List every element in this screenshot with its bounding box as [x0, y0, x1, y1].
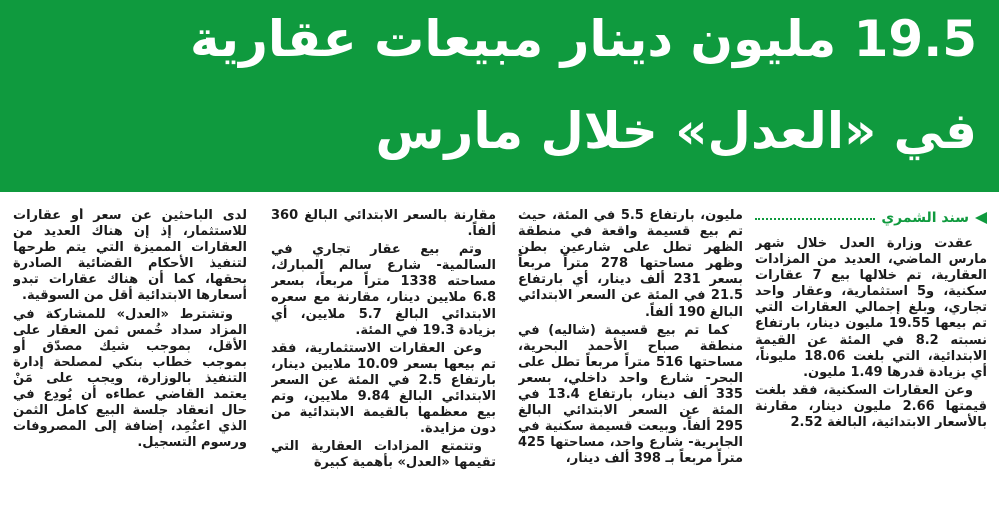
byline-author: سند الشمري — [881, 209, 969, 226]
paragraph: عقدت وزارة العدل خلال شهر مارس الماضي، العديد من المزادات العقارية، تم خلالها بيع 7 عقارات سكنية، و5 استثمارية، وعقار واحد تجاري، وبلغ إجمالي العقارات التي تم بيعها 19.55 مليون دينار، بارتفاع نسبته 8.2 في المئة عن القيمة الابتدائية، التي بلغت 18.06 مليوناً، أي بزيادة قدرها 1.49 مليون. — [755, 236, 987, 380]
headline-line-1: 19.5 مليون دينار مبيعات عقارية — [189, 10, 977, 68]
article-body — [0, 192, 999, 517]
paragraph: وتتمتع المزادات العقارية التي تقيمها «العدل» بأهمية كبيرة — [271, 439, 496, 471]
article-column-1 — [755, 208, 987, 513]
paragraph: لدى الباحثين عن سعر أو عقارات للاستثمار، إذ إن هناك العديد من العقارات المميزة التي يتم طرحها لتنفيذ الأحكام القضائية الصادرة بحقها، كما أن هناك عقارات تبدو أسعارها الابتدائية أقل من السوقية. — [13, 208, 247, 304]
byline — [755, 208, 987, 228]
article-column-3 — [271, 208, 496, 513]
headline-line-2: في «العدل» خلال مارس — [375, 102, 977, 160]
byline-triangle-icon — [975, 212, 987, 224]
article-column-4 — [13, 208, 247, 513]
paragraph: وتشترط «العدل» للمشاركة في المزاد سداد خُمس ثمن العقار على الأقل، بموجب شيك مصدّق أو بموجب خطاب بنكي لمصلحة إدارة التنفيذ بالوزارة، ويجب على مَنْ يعتمد القاضي عطاءه أن يُودِع في حال انعقاد جلسة البيع كامل الثمن الذي اعتُمِد، إضافة إلى المصروفات ورسوم التسجيل. — [13, 306, 247, 451]
paragraph: وعن العقارات الاستثمارية، فقد تم بيعها بسعر 10.09 ملايين دينار، بارتفاع 2.5 في المئة عن السعر الابتدائي البالغ 9.84 ملايين، وتم بيع معظمها بالقيمة الابتدائية من دون مزايدة. — [271, 340, 496, 437]
paragraph: مليون، بارتفاع 5.5 في المئة، حيث تم بيع قسيمة واقعة في منطقة الظهر تطل على شارعين بطن وظهر مساحتها 278 متراً مربعاً بسعر 231 ألف دينار، أي بارتفاع 21.5 في المئة عن السعر الابتدائي البالغ 190 ألفاً. — [518, 208, 743, 320]
paragraph: وعن العقارات السكنية، فقد بلغت قيمتها 2.66 مليون دينار، مقارنة بالأسعار الابتدائية، البالغة 2.52 — [755, 382, 987, 431]
article-column-2 — [518, 208, 743, 513]
paragraph: وتم بيع عقار تجاري في السالمية- شارع سالم المبارك، مساحته 1338 متراً مربعاً، بسعر 6.8 ملايين دينار، مقارنة مع سعره الابتدائي البالغ 5.7 ملايين، أي بزيادة 19.3 في المئة. — [271, 242, 496, 338]
byline-divider — [755, 218, 875, 220]
paragraph: كما تم بيع قسيمة (شاليه) في منطقة صباح الأحمد البحرية، مساحتها 516 متراً مربعاً تطل على البحر- شارع واحد داخلي، بسعر 335 ألف دينار، بارتفاع 13.4 في المئة عن السعر الابتدائي البالغ 295 ألفاً. وبيعت قسيمة سكنية في الجابرية- شارع واحد، مساحتها 425 متراً مربعاً بـ 398 ألف دينار، — [518, 322, 743, 467]
headline-banner — [0, 0, 999, 192]
paragraph: مقارنة بالسعر الابتدائي البالغ 360 ألفاً. — [271, 208, 496, 240]
